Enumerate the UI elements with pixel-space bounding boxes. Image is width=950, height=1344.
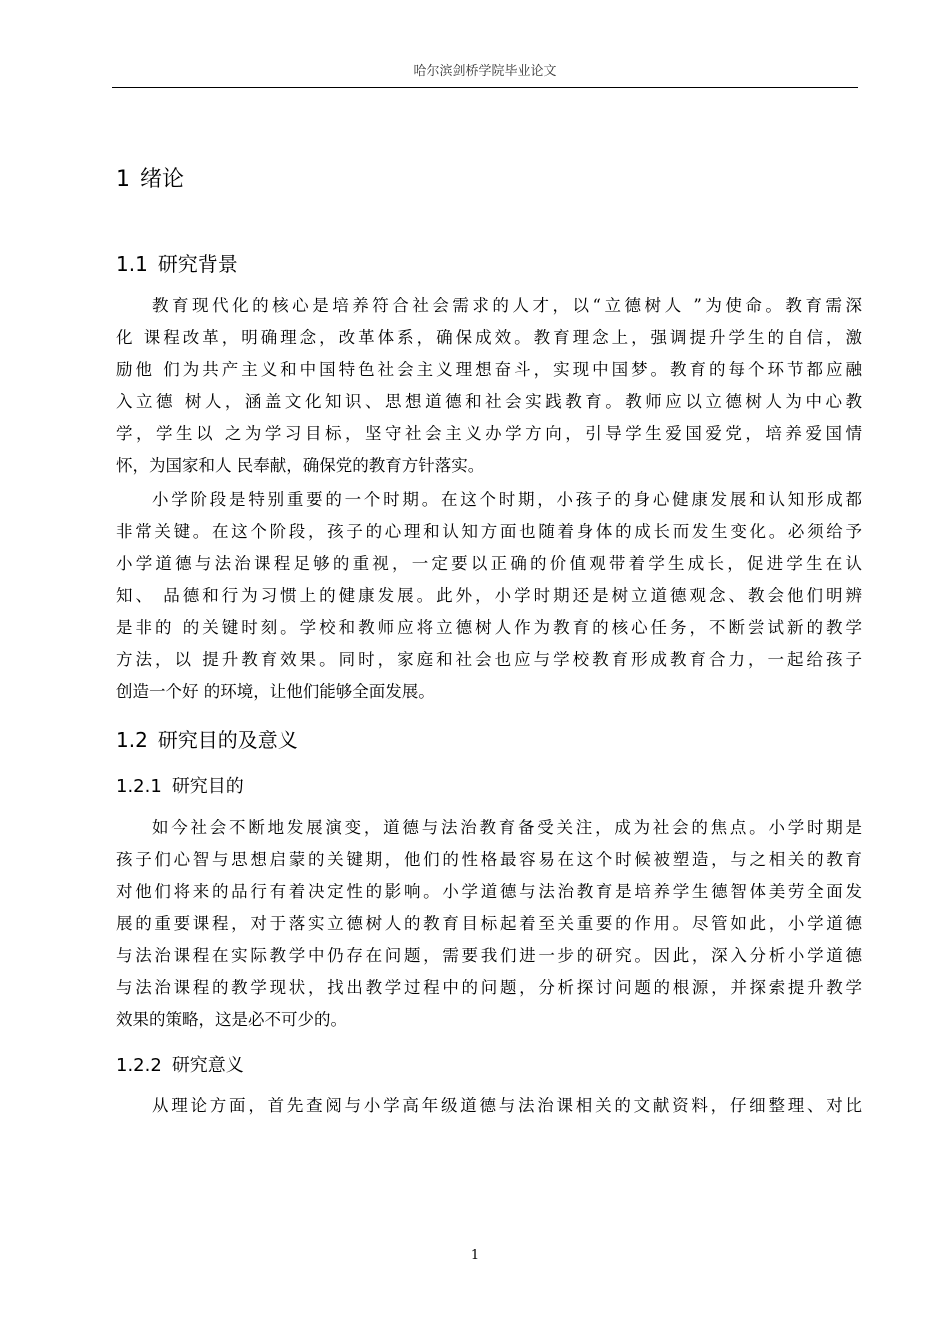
text-line: 如今社会不断地发展演变，道德与法治教育备受关注，成为社会的焦点。小学时期是 xyxy=(152,818,862,837)
text-line: 与法治课程在实际教学中仍存在问题，需要我们进一步的研究。因此，深入分析小学道德 xyxy=(116,946,862,965)
text-line: 展的重要课程，对于落实立德树人的教育目标起着至关重要的作用。尽管如此，小学道德 xyxy=(116,914,862,933)
section-title: 研究背景 xyxy=(157,252,238,276)
section-number: 1.2 xyxy=(116,728,148,752)
section-heading-1-2 xyxy=(116,724,298,753)
text-line: 怀，为国家和人 民奉献，确保党的教育方针落实。 xyxy=(116,456,485,475)
page-number: 1 xyxy=(470,1248,480,1263)
text-line: 与法治课程的教学现状，找出教学过程中的问题，分析探讨问题的根源，并探索提升教学 xyxy=(116,978,862,997)
chapter-number: 1 xyxy=(116,167,130,192)
text-line: 是非的 的关键时刻。学校和教师应将立德树人作为教育的核心任务，不断尝试新的教学 xyxy=(116,618,862,637)
subsection-number: 1.2.2 xyxy=(116,1055,162,1076)
text-line: 励他 们为共产主义和中国特色社会主义理想奋斗，实现中国梦。教育的每个环节都应融 xyxy=(116,360,862,379)
text-line: 创造一个好 的环境，让他们能够全面发展。 xyxy=(116,682,435,701)
text-line: 入立德 树人，涵盖文化知识、思想道德和社会实践教育。教师应以立德树人为中心教 xyxy=(116,392,862,411)
subsection-heading-1-2-2 xyxy=(116,1051,244,1077)
subsection-heading-1-2-1 xyxy=(116,772,244,798)
text-line: 孩子们心智与思想启蒙的关键期，他们的性格最容易在这个时候被塑造，与之相关的教育 xyxy=(116,850,862,869)
text-line: 从理论方面，首先查阅与小学高年级道德与法治课相关的文献资料，仔细整理、对比 xyxy=(152,1096,862,1115)
subsection-number: 1.2.1 xyxy=(116,776,162,797)
section-title: 研究目的及意义 xyxy=(157,728,298,752)
paragraph-background-1 xyxy=(116,290,862,482)
text-line: 知、 品德和行为习惯上的健康发展。此外，小学时期还是树立道德观念、教会他们明辨 xyxy=(116,586,862,605)
subsection-title: 研究意义 xyxy=(171,1055,244,1076)
section-number: 1.1 xyxy=(116,252,148,276)
paragraph-purpose xyxy=(116,812,862,1036)
chapter-heading xyxy=(116,162,184,193)
paragraph-significance xyxy=(116,1090,862,1122)
text-line: 学，学生以 之为学习目标，坚守社会主义办学方向，引导学生爱国爱党，培养爱国情 xyxy=(116,424,862,443)
text-line: 效果的策略，这是必不可少的。 xyxy=(116,1010,347,1029)
running-header: 哈尔滨剑桥学院毕业论文 xyxy=(112,60,858,88)
text-line: 小学道德与法治课程足够的重视，一定要以正确的价值观带着学生成长，促进学生在认 xyxy=(116,554,862,573)
subsection-title: 研究目的 xyxy=(171,776,244,797)
chapter-title: 绪论 xyxy=(140,167,185,192)
text-line: 小学阶段是特别重要的一个时期。在这个时期，小孩子的身心健康发展和认知形成都 xyxy=(152,490,862,509)
section-heading-1-1 xyxy=(116,248,238,277)
text-line: 方法，以 提升教育效果。同时，家庭和社会也应与学校教育形成教育合力，一起给孩子 xyxy=(116,650,862,669)
text-line: 教育现代化的核心是培养符合社会需求的人才，以“立德树人 ”为使命。教育需深 xyxy=(152,296,862,315)
paragraph-background-2 xyxy=(116,484,862,708)
text-line: 非常关键。在这个阶段，孩子的心理和认知方面也随着身体的成长而发生变化。必须给予 xyxy=(116,522,862,541)
text-line: 对他们将来的品行有着决定性的影响。小学道德与法治教育是培养学生德智体美劳全面发 xyxy=(116,882,862,901)
text-line: 化 课程改革，明确理念，改革体系，确保成效。教育理念上，强调提升学生的自信，激 xyxy=(116,328,862,347)
